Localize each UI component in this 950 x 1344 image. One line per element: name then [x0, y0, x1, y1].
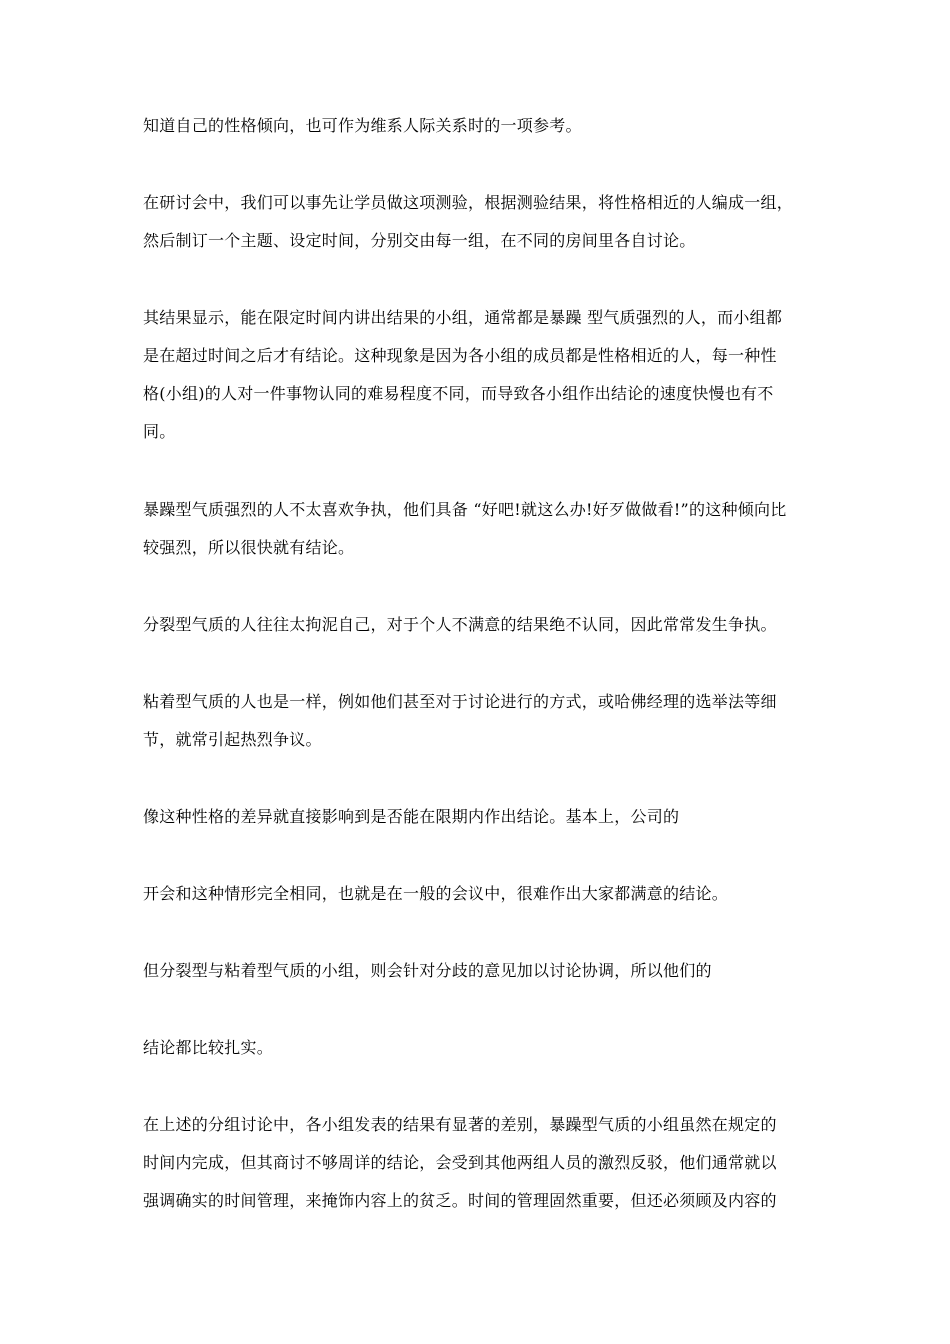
text-line: 知道自己的性格倾向，也可作为维系人际关系时的一项参考。 — [143, 116, 582, 135]
text-line: 结论都比较扎实。 — [143, 1038, 274, 1057]
paragraph-1 — [143, 107, 813, 145]
text-line: 节，就常引起热烈争议。 — [143, 730, 322, 749]
text-line: 然后制订一个主题、设定时间，分别交由每一组，在不同的房间里各自讨论。 — [143, 231, 696, 250]
paragraph-10 — [143, 1029, 813, 1067]
paragraph-6 — [143, 683, 813, 759]
text-line: 格(小组)的人对一件事物认同的难易程度不同，而导致各小组作出结论的速度快慢也有不 — [143, 384, 774, 403]
text-line: 同。 — [143, 422, 176, 441]
paragraph-5 — [143, 606, 813, 644]
text-line: 暴躁型气质强烈的人不太喜欢争执，他们具备 “好吧!就这么办!好歹做做看!”的这种倾向比 — [143, 500, 787, 519]
text-line: 分裂型气质的人往往太拘泥自己，对于个人不满意的结果绝不认同，因此常常发生争执。 — [143, 615, 777, 634]
paragraph-2 — [143, 184, 813, 260]
text-line: 其结果显示，能在限定时间内讲出结果的小组，通常都是暴躁 型气质强烈的人，而小组都 — [143, 308, 783, 327]
paragraph-4 — [143, 491, 813, 567]
paragraph-9 — [143, 952, 813, 990]
text-line: 是在超过时间之后才有结论。这种现象是因为各小组的成员都是性格相近的人，每一种性 — [143, 346, 777, 365]
text-line: 像这种性格的差异就直接影响到是否能在限期内作出结论。基本上，公司的 — [143, 807, 680, 826]
paragraph-7 — [143, 798, 813, 836]
text-line: 在上述的分组讨论中，各小组发表的结果有显著的差别，暴躁型气质的小组虽然在规定的 — [143, 1115, 777, 1134]
text-line: 较强烈，所以很快就有结论。 — [143, 538, 355, 557]
paragraph-3 — [143, 299, 813, 451]
paragraph-8 — [143, 875, 813, 913]
text-line: 粘着型气质的人也是一样，例如他们甚至对于讨论进行的方式，或哈佛经理的选举法等细 — [143, 692, 777, 711]
text-line: 开会和这种情形完全相同，也就是在一般的会议中，很难作出大家都满意的结论。 — [143, 884, 729, 903]
text-line: 在研讨会中，我们可以事先让学员做这项测验，根据测验结果，将性格相近的人编成一组， — [143, 193, 794, 212]
text-line: 时间内完成，但其商讨不够周详的结论，会受到其他两组人员的激烈反驳，他们通常就以 — [143, 1153, 777, 1172]
text-line: 强调确实的时间管理，来掩饰内容上的贫乏。时间的管理固然重要，但还必须顾及内容的 — [143, 1191, 777, 1210]
paragraph-11 — [143, 1106, 813, 1220]
text-line: 但分裂型与粘着型气质的小组，则会针对分歧的意见加以讨论协调，所以他们的 — [143, 961, 712, 980]
